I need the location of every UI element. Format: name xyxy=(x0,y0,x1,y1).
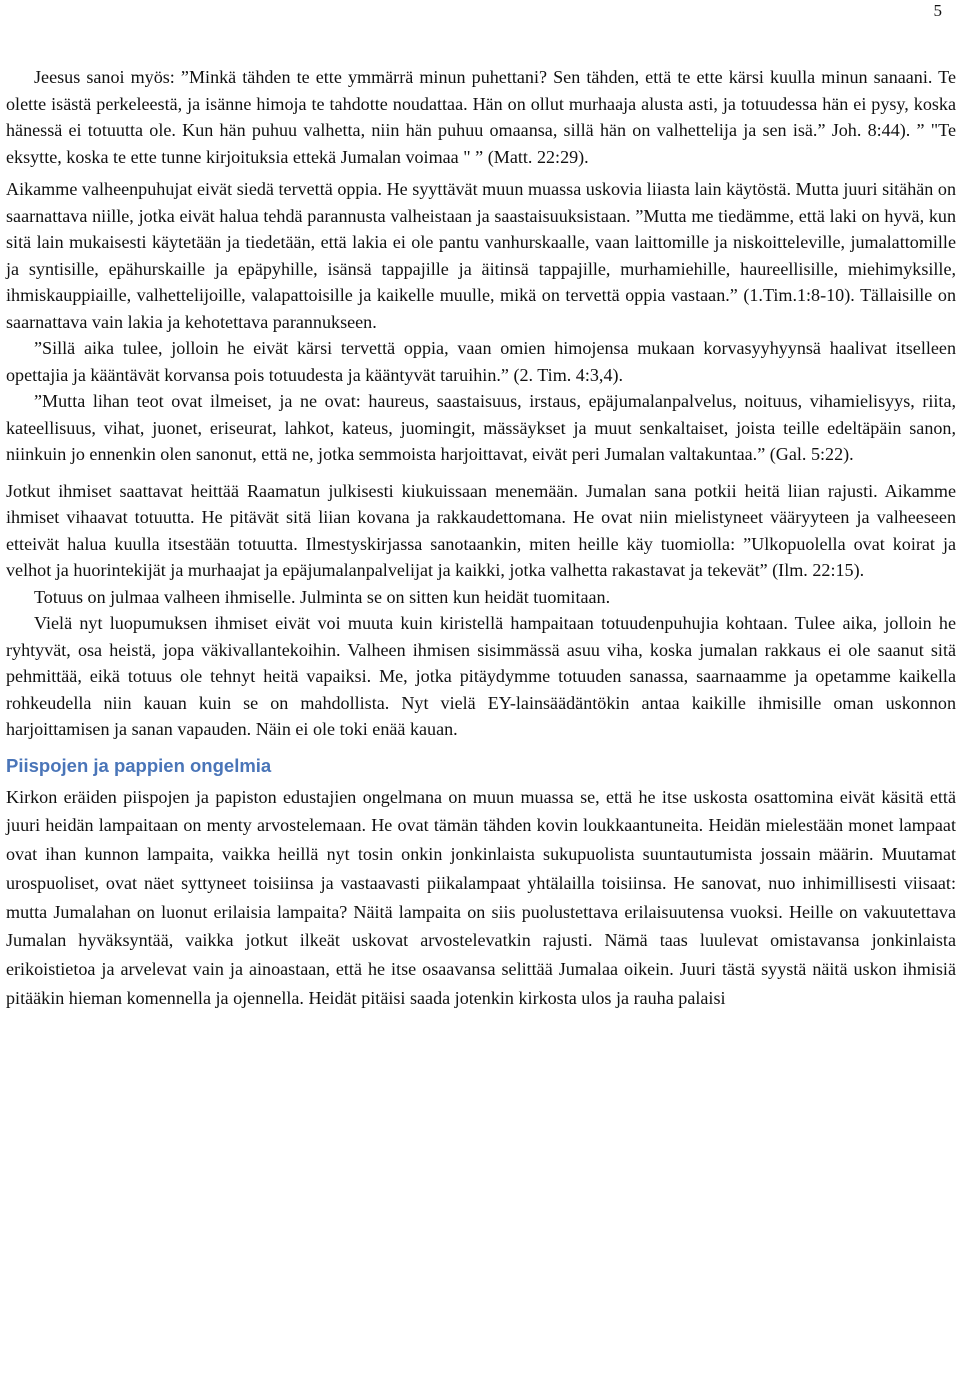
paragraph-4: ”Mutta lihan teot ovat ilmeiset, ja ne ovat: haureus, saastaisuus, irstaus, epäjumalanpalvelus, noituus, vihamielisyys, riita, kateellisuus, vihat, juonet, eriseurat, lahkot, kateus, juomingit, mässäykset ja muut senkaltaiset, joista teille edeltäpäin sanon, niinkuin jo ennenkin olen sanonut, että ne, jotka semmoista harjoittavat, eivät peri Jumalan valtakuntaa.” (Gal. 5:22). xyxy=(6,391,956,464)
paragraph-1: Jeesus sanoi myös: ”Minkä tähden te ette ymmärrä minun puhettani? Sen tähden, että te ette kärsi kuulla minun sanaani. Te olette isästä perkeleestä, ja isänne himoja te tahdotte noudattaa. Hän on ollut murhaaja alusta asti, ja totuudessa hän ei pysy, koska hänessä ei totuutta ole. Kun hän puhuu valhetta, niin hän puhuu omaansa, sillä hän on valhettelija ja sen isä.” Joh. 8:44). ” "Te eksytte, koska te ette tunne kirjoituksia ettekä Jumalan voimaa " ” (Matt. 22:29). xyxy=(6,67,956,167)
page-number: 5 xyxy=(933,1,942,20)
paragraph-7: Vielä nyt luopumuksen ihmiset eivät voi muuta kuin kiristellä hampaitaan totuudenpuhujia kohtaan. Tulee aika, jolloin he ryhtyvät, osa heistä, jopa väkivallantekoihin. Valheen ihmisen sisimmässä asuu viha, koska jumalan rakkaus ei ole saanut sitä pehmittää, eikä totuus ole tehnyt heitä vapaiksi. Me, jotka pitäydymme totuuden sanassa, saarnaamme ja opetamme kaikella rohkeudella niin kauan kuin se on mahdollista. Nyt vielä EY-lainsäädäntökin antaa kaikille ihmisille oman uskonnon harjoittamisen ja sanan vapauden. Näin ei ole toki enää kauan. xyxy=(6,613,956,739)
paragraph-2: Aikamme valheenpuhujat eivät siedä tervettä oppia. He syyttävät muun muassa uskovia liiasta lain käytöstä. Mutta juuri sitähän on saarnattava niille, jotka eivät halua tehdä parannusta valheistaan ja saastaisuuksistaan. ”Mutta me tiedämme, että laki on hyvä, kun sitä lain mukaisesti käytetään ja tiedetään, että lakia ei ole pantu vanhurskaalle, vaan laittomille ja niskoitteleville, jumalattomille ja syntisille, epähurskaille ja epäpyhille, isänsä tappajille ja äitinsä tappajille, murhamiehille, haureellisille, miehimyksille, ihmiskauppiaille, valhettelijoille, valapattoisille ja kaikelle muulle, mikä on tervettä oppia vastaan.” (1.Tim.1:8-10). Tällaisille on saarnattava vain lakia ja kehotettava parannukseen. xyxy=(6,179,956,332)
paragraph-6: Totuus on julmaa valheen ihmiselle. Julminta se on sitten kun heidät tuomitaan. xyxy=(34,586,611,607)
page-content xyxy=(6,64,956,1013)
section-paragraph: Kirkon eräiden piispojen ja papiston edustajien ongelmana on muun muassa se, että he itse uskosta osattomina eivät käsitä että juuri heidän lampaitaan on menty arvostelemaan. He ovat tämän tähden kovin loukkaantuneita. Heidän mielestään monet lampaat ovat ihan kunnon lampaita, vaikka heillä nyt tosin onkin jonkinlaista sukupuolista suuntautumista jossain määrin. Muutamat urospuoliset, ovat näet syttyneet toisiinsa ja vastaavasti piikalampaat yhtälailla toisiinsa. He sanovat, nuo inhimillisesti viisaat: mutta Jumalahan on luonut erilaisia lampaita? Näitä lampaita on siis puolustettava erilaisuutensa vuoksi. Heille on vakuutettava Jumalan hyväksyntää, vaikka jotkut ilkeät uskovat arvostelevatkin rajusti. Nämä taas luulevat omistavansa jonkinlaista erikoistietoa ja arvelevat vain ja ainoastaan, että he itse osaavansa selittää Jumalaa oikein. Juuri tästä syystä näitä uskon ihmisiä pitääkin hieman komennella ja ojennella. Heidät pitäisi saada jotenkin kirkosta ulos ja rauha palaisi xyxy=(6,786,956,1009)
paragraph-3: ”Sillä aika tulee, jolloin he eivät kärsi tervettä oppia, vaan omien himojensa mukaan korvasyyhyynsä haalivat itselleen opettajia ja kääntävät korvansa pois totuudesta ja kääntyvät taruihin.” (2. Tim. 4:3,4). xyxy=(6,338,956,385)
section-heading: Piispojen ja pappien ongelmia xyxy=(6,754,272,776)
paragraph-5: Jotkut ihmiset saattavat heittää Raamatun julkisesti kiukuissaan menemään. Jumalan sana potkii heitä liian rajusti. Aikamme ihmiset vihaavat totuutta. He pitävät sitä liian kovana ja rakkaudettomana. He ovat niin mielistyneet vääryyteen ja valheeseen etteivät halua kuulla itsestään totuutta. Ilmestyskirjassa sanotaankin, miten heille käy tuomiolla: ”Ulkopuolella ovat koirat ja velhot ja huorintekijät ja murhaajat ja epäjumalanpalvelijat ja kaikki, jotka valhetta rakastavat ja tekevät” (Ilm. 22:15). xyxy=(6,480,956,580)
